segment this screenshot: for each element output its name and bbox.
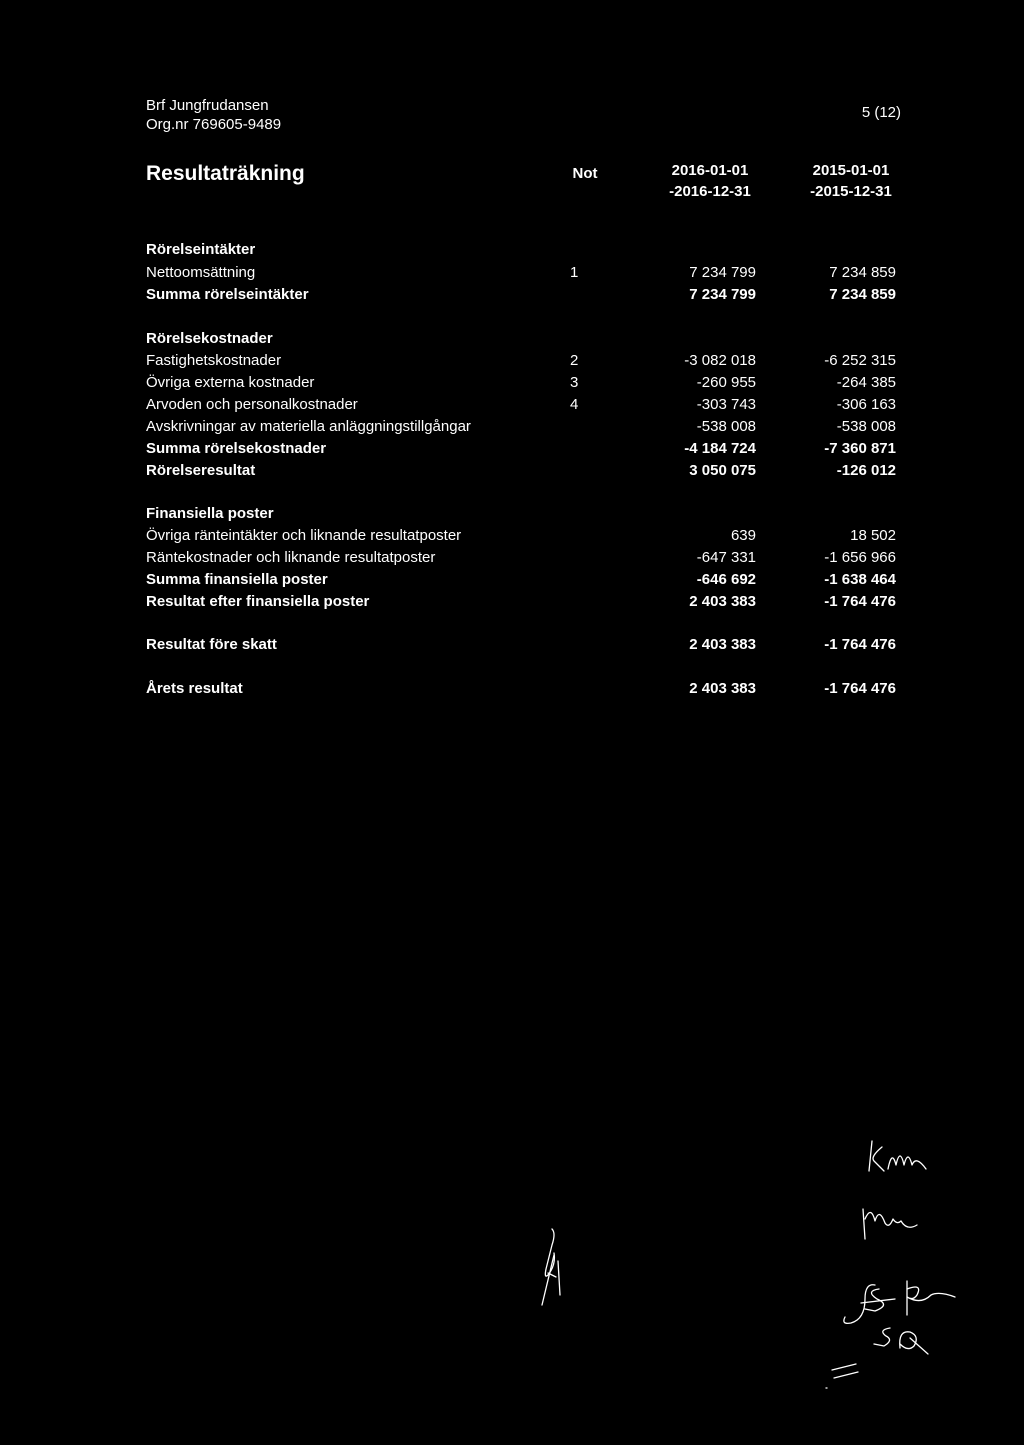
- row-ovriga-ranteintakter-och-liknande-resultatposter-label: Övriga ränteintäkter och liknande resultatposter: [146, 527, 462, 544]
- row-resultat-fore-skatt-2015: -1 764 476: [824, 636, 896, 653]
- company-name: Brf Jungfrudansen: [146, 97, 269, 114]
- row-arets-resultat-2015: -1 764 476: [824, 680, 896, 697]
- signature-sq: [870, 1318, 940, 1363]
- row-finansiella-poster-label: Finansiella poster: [146, 505, 274, 522]
- row-arets-resultat-2016: 2 403 383: [689, 680, 756, 697]
- row-arets-resultat-label: Årets resultat: [146, 680, 243, 697]
- signature-mu: [855, 1195, 945, 1250]
- row-nettoomsattning-2015: 7 234 859: [829, 264, 896, 281]
- row-fastighetskostnader-2016: -3 082 018: [684, 352, 756, 369]
- row-summa-rorelseintakter-2016: 7 234 799: [689, 286, 756, 303]
- row-rorelseresultat-2015: -126 012: [836, 462, 896, 479]
- column-header-2016-start: 2016-01-01: [671, 162, 749, 179]
- row-resultat-efter-finansiella-poster-label: Resultat efter finansiella poster: [146, 593, 370, 610]
- row-resultat-fore-skatt-label: Resultat före skatt: [146, 636, 277, 653]
- row-avskrivningar-av-materiella-anlaggningstillgangar-2015: -538 008: [836, 418, 896, 435]
- row-ovriga-ranteintakter-och-liknande-resultatposter-2016: 639: [730, 527, 756, 544]
- row-arvoden-och-personalkostnader-2015: -306 163: [836, 396, 896, 413]
- row-summa-rorelseintakter-2015: 7 234 859: [829, 286, 896, 303]
- row-summa-rorelsekostnader-2015: -7 360 871: [824, 440, 896, 457]
- row-fastighetskostnader-label: Fastighetskostnader: [146, 352, 282, 369]
- signature-km: [860, 1135, 970, 1185]
- row-rantekostnader-och-liknande-resultatposter-2016: -647 331: [696, 549, 756, 566]
- row-summa-rorelseintakter-label: Summa rörelseintäkter: [146, 286, 309, 303]
- row-resultat-fore-skatt-2016: 2 403 383: [689, 636, 756, 653]
- column-header-2015-start: 2015-01-01: [812, 162, 890, 179]
- page-title: Resultaträkning: [146, 162, 305, 185]
- row-arvoden-och-personalkostnader-label: Arvoden och personalkostnader: [146, 396, 358, 413]
- row-avskrivningar-av-materiella-anlaggningstillgangar-2016: -538 008: [696, 418, 756, 435]
- row-summa-rorelsekostnader-2016: -4 184 724: [684, 440, 756, 457]
- row-rorelseresultat-label: Rörelseresultat: [146, 462, 256, 479]
- column-header-2015: [791, 160, 911, 202]
- row-rorelsekostnader-label: Rörelsekostnader: [146, 330, 273, 347]
- row-summa-finansiella-poster-label: Summa finansiella poster: [146, 571, 328, 588]
- row-arvoden-och-personalkostnader-2016: -303 743: [696, 396, 756, 413]
- row-rantekostnader-och-liknande-resultatposter-label: Räntekostnader och liknande resultatposter: [146, 549, 436, 566]
- row-fastighetskostnader-2015: -6 252 315: [824, 352, 896, 369]
- row-nettoomsattning-2016: 7 234 799: [689, 264, 756, 281]
- column-header-2016: [650, 160, 770, 202]
- row-nettoomsattning-note: 1: [570, 264, 579, 281]
- signature-mark: [820, 1362, 870, 1397]
- row-rantekostnader-och-liknande-resultatposter-2015: -1 656 966: [824, 549, 896, 566]
- row-ovriga-externa-kostnader-2015: -264 385: [836, 374, 896, 391]
- row-summa-finansiella-poster-2015: -1 638 464: [824, 571, 896, 588]
- row-ovriga-externa-kostnader-2016: -260 955: [696, 374, 756, 391]
- column-header-2016-end: -2016-12-31: [669, 183, 751, 200]
- signature-left: [530, 1225, 575, 1315]
- row-avskrivningar-av-materiella-anlaggningstillgangar-label: Avskrivningar av materiella anläggningstillgångar: [146, 418, 471, 435]
- row-resultat-efter-finansiella-poster-2016: 2 403 383: [689, 593, 756, 610]
- page-number: 5 (12): [861, 104, 901, 121]
- row-ovriga-ranteintakter-och-liknande-resultatposter-2015: 18 502: [850, 527, 896, 544]
- row-ovriga-externa-kostnader-note: 3: [570, 374, 579, 391]
- row-arvoden-och-personalkostnader-note: 4: [570, 396, 579, 413]
- row-nettoomsattning-label: Nettoomsättning: [146, 264, 256, 281]
- column-header-2015-end: -2015-12-31: [810, 183, 892, 200]
- row-ovriga-externa-kostnader-label: Övriga externa kostnader: [146, 374, 315, 391]
- column-header-note: Not: [572, 165, 598, 182]
- row-resultat-efter-finansiella-poster-2015: -1 764 476: [824, 593, 896, 610]
- row-fastighetskostnader-note: 2: [570, 352, 579, 369]
- row-rorelseintakter-label: Rörelseintäkter: [146, 241, 256, 258]
- row-summa-finansiella-poster-2016: -646 692: [696, 571, 756, 588]
- row-rorelseresultat-2016: 3 050 075: [689, 462, 756, 479]
- row-summa-rorelsekostnader-label: Summa rörelsekostnader: [146, 440, 327, 457]
- org-number: Org.nr 769605-9489: [146, 116, 282, 133]
